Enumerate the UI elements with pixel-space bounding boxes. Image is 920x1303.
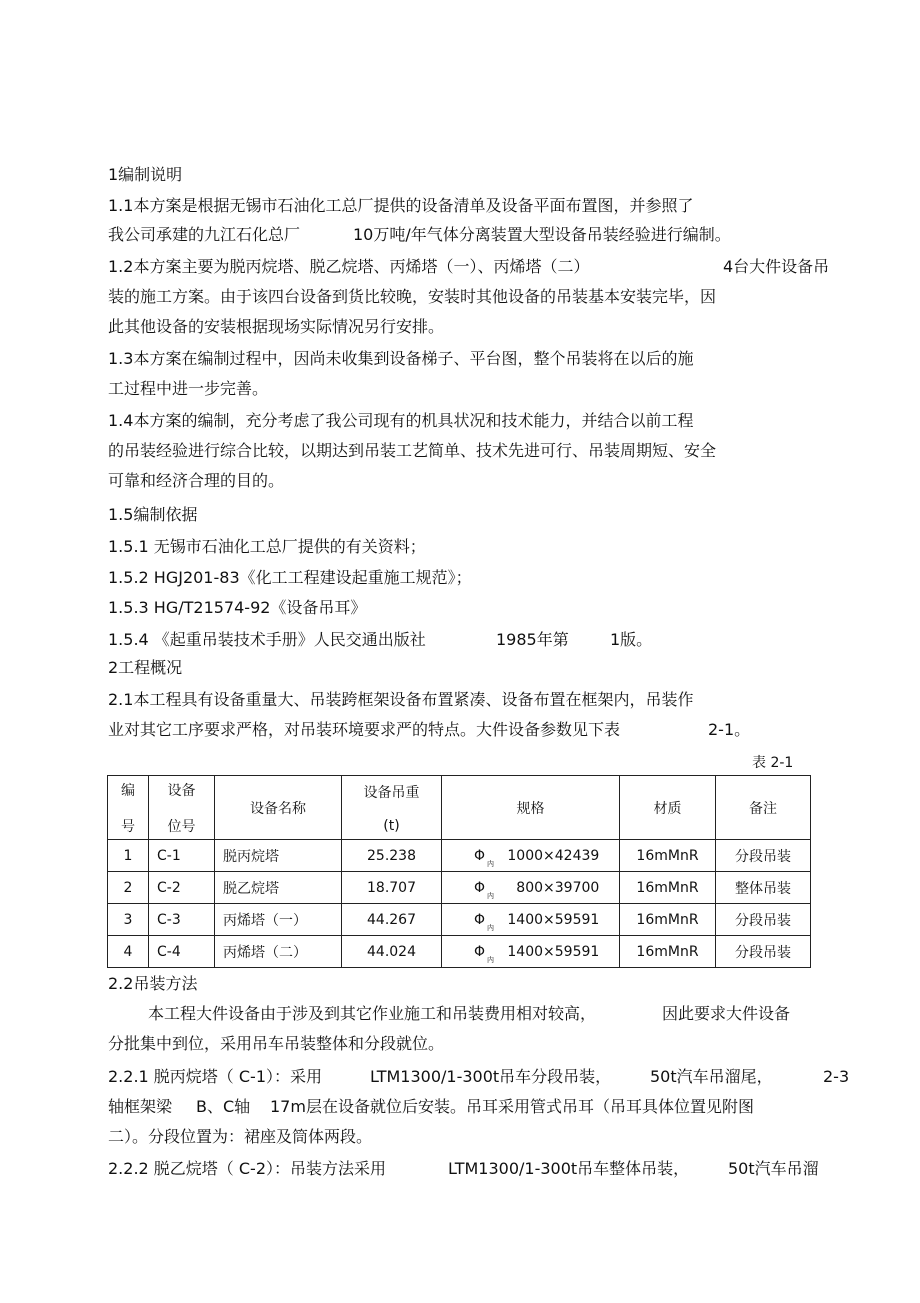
para-2-2-line-2: 分批集中到位，采用吊车吊装整体和分段就位。 (108, 1034, 445, 1053)
cell-note: 整体吊装 (716, 872, 811, 904)
cell-note: 分段吊装 (716, 904, 811, 936)
phi-symbol: Φ (474, 943, 486, 960)
header-position: 设备 位号 (149, 776, 215, 840)
table-header-row (108, 776, 811, 840)
para-2-2-2-line-1-c: 50t汽车吊溜 (728, 1159, 819, 1178)
cell-no: 3 (108, 904, 149, 936)
ref-1-5-2: 1.5.2 HGJ201-83《化工工程建设起重施工规范》； (108, 568, 472, 587)
cell-name: 丙烯塔（二） (215, 936, 342, 968)
para-1-1-line-2-b: 10万吨/年气体分离装置大型设备吊装经验进行编制。 (353, 225, 731, 244)
para-2-2-line-1-b: 因此要求大件设备 (662, 1004, 791, 1023)
para-1-2-line-1-a: 1.2本方案主要为脱丙烷塔、脱乙烷塔、丙烯塔（一）、丙烯塔（二） (108, 257, 590, 276)
heading-1-5: 1.5编制依据 (108, 505, 198, 524)
phi-symbol: Φ (474, 847, 486, 864)
para-2-2-line-1-a: 本工程大件设备由于涉及到其它作业施工和吊装费用相对较高， (148, 1004, 597, 1023)
table-row (108, 904, 811, 936)
cell-position: C-4 (149, 936, 215, 968)
ref-1-5-1: 1.5.1 无锡市石油化工总厂提供的有关资料； (108, 537, 426, 556)
header-no: 编 号 (108, 776, 149, 840)
cell-no: 1 (108, 840, 149, 872)
cell-material: 16mMnR (620, 840, 716, 872)
cell-name: 脱乙烷塔 (215, 872, 342, 904)
para-2-2-1-line-1-c: 50t汽车吊溜尾， (650, 1067, 773, 1086)
header-material: 材质 (620, 776, 716, 840)
cell-no: 4 (108, 936, 149, 968)
cell-spec: Φ $_内$ 1400×59591 (442, 936, 620, 968)
para-2-2-1-line-2-a: 轴框架梁 (108, 1097, 173, 1116)
para-1-1-line-1: 1.1本方案是根据无锡市石油化工总厂提供的设备清单及设备平面布置图，并参照了 (108, 196, 694, 215)
ref-1-5-3: 1.5.3 HG/T21574-92《设备吊耳》 (108, 598, 367, 617)
para-1-4-line-1: 1.4本方案的编制，充分考虑了我公司现有的机具状况和技术能力，并结合以前工程 (108, 411, 694, 430)
cell-material: 16mMnR (620, 904, 716, 936)
heading-2-2: 2.2吊装方法 (108, 974, 198, 993)
phi-symbol: Φ (474, 911, 486, 928)
para-2-1-line-2-b: 2-1。 (708, 720, 751, 739)
header-name: 设备名称 (215, 776, 342, 840)
cell-name: 丙烯塔（一） (215, 904, 342, 936)
cell-weight: 18.707 (342, 872, 442, 904)
para-2-2-1-line-1-d: 2-3 (823, 1067, 850, 1086)
table-caption: 表 2-1 (752, 755, 794, 771)
table-row (108, 872, 811, 904)
cell-material: 16mMnR (620, 936, 716, 968)
para-1-4-line-3: 可靠和经济合理的目的。 (108, 471, 285, 490)
para-1-3-line-1: 1.3本方案在编制过程中，因尚未收集到设备梯子、平台图，整个吊装将在以后的施 (108, 349, 694, 368)
para-2-1-line-1: 2.1本工程具有设备重量大、吊装跨框架设备布置紧凑、设备布置在框架内，吊装作 (108, 690, 694, 709)
cell-weight: 25.238 (342, 840, 442, 872)
cell-note: 分段吊装 (716, 840, 811, 872)
header-spec: 规格 (442, 776, 620, 840)
para-1-2-line-3: 此其他设备的安装根据现场实际情况另行安排。 (108, 317, 445, 336)
ref-1-5-4-a: 1.5.4 《起重吊装技术手册》人民交通出版社 (108, 630, 426, 649)
para-1-2-line-2: 装的施工方案。由于该四台设备到货比较晚，安装时其他设备的吊装基本安装完毕，因 (108, 287, 717, 306)
para-1-4-line-2: 的吊装经验进行综合比较，以期达到吊装工艺简单、技术先进可行、吊装周期短、安全 (108, 441, 717, 460)
cell-spec: Φ $_内$ 1000×42439 (442, 840, 620, 872)
para-2-2-2-line-1-a: 2.2.2 脱乙烷塔（ C-2）：吊装方法采用 (108, 1159, 387, 1178)
table-row (108, 840, 811, 872)
cell-spec: Φ $_内$ 1400×59591 (442, 904, 620, 936)
cell-name: 脱丙烷塔 (215, 840, 342, 872)
para-1-1-line-2-a: 我公司承建的九江石化总厂 (108, 225, 301, 244)
heading-1: 1编制说明 (108, 165, 183, 184)
para-2-2-1-line-1-b: LTM1300/1-300t吊车分段吊装， (370, 1067, 612, 1086)
ref-1-5-4-c: 1版。 (610, 630, 653, 649)
para-2-2-1-line-3: 二）。分段位置为：裙座及筒体两段。 (108, 1127, 373, 1146)
cell-weight: 44.024 (342, 936, 442, 968)
cell-spec: Φ $_内$ 800×39700 (442, 872, 620, 904)
para-2-2-2-line-1-b: LTM1300/1-300t吊车整体吊装， (448, 1159, 690, 1178)
cell-note: 分段吊装 (716, 936, 811, 968)
heading-2: 2工程概况 (108, 658, 183, 677)
equipment-table (107, 775, 811, 968)
phi-symbol: Φ (474, 879, 486, 896)
para-1-3-line-2: 工过程中进一步完善。 (108, 379, 269, 398)
para-2-1-line-2-a: 业对其它工序要求严格，对吊装环境要求严的特点。大件设备参数见下表 (108, 720, 621, 739)
table-row (108, 936, 811, 968)
ref-1-5-4-b: 1985年第 (496, 630, 569, 649)
cell-no: 2 (108, 872, 149, 904)
cell-position: C-3 (149, 904, 215, 936)
cell-material: 16mMnR (620, 872, 716, 904)
cell-position: C-2 (149, 872, 215, 904)
header-note: 备注 (716, 776, 811, 840)
para-2-2-1-line-2-c: 17m层在设备就位后安装。吊耳采用管式吊耳（吊耳具体位置见附图 (270, 1097, 754, 1116)
para-2-2-1-line-1-a: 2.2.1 脱丙烷塔（ C-1）：采用 (108, 1067, 323, 1086)
cell-position: C-1 (149, 840, 215, 872)
para-1-2-line-1-b: 4台大件设备吊 (723, 257, 830, 276)
header-weight: 设备吊重 (t) (342, 776, 442, 840)
para-2-2-1-line-2-b: B、C轴 (196, 1097, 251, 1116)
cell-weight: 44.267 (342, 904, 442, 936)
